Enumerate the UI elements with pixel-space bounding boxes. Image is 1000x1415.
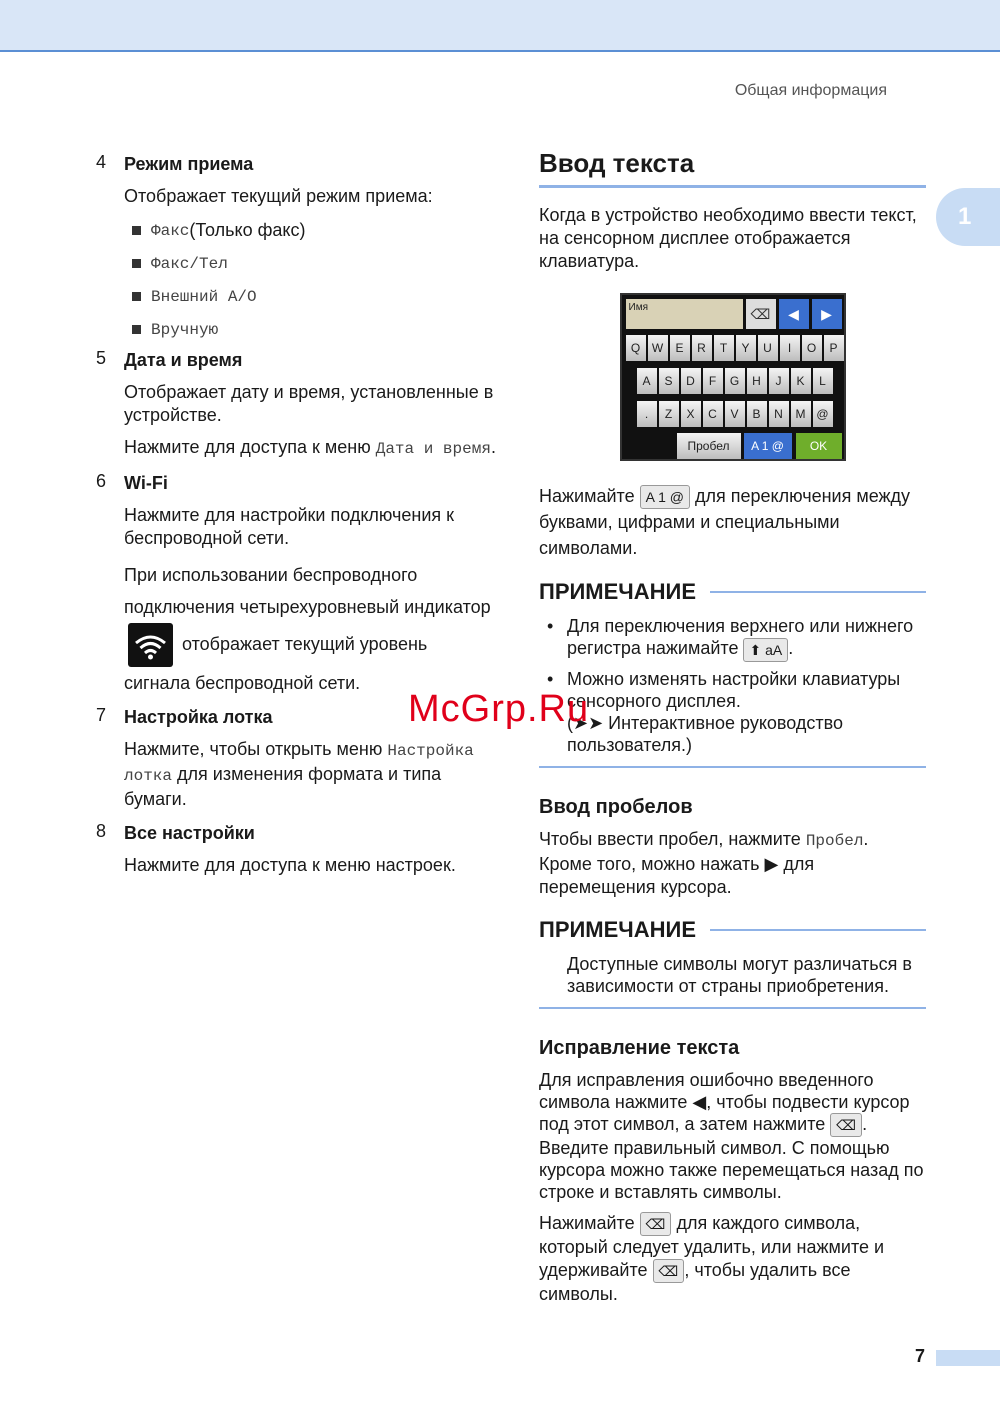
- key: T: [714, 335, 734, 361]
- key: S: [659, 368, 679, 394]
- key: F: [703, 368, 723, 394]
- key: I: [780, 335, 800, 361]
- key: O: [802, 335, 822, 361]
- list-item: Факс (Только факс): [124, 214, 496, 247]
- keyboard-row-1: [626, 335, 844, 361]
- item-number: 7: [96, 705, 107, 725]
- watermark: McGrp.Ru: [408, 688, 590, 730]
- switch-text: Нажимайте A 1 @ для переключения между буквами, цифрами и специальными символами.: [539, 486, 911, 559]
- chapter-tab: 1: [936, 188, 1000, 246]
- fix-text: Для исправления ошибочно введенного символа нажмите ◀, чтобы подвести курсор под этот символ, а затем нажмите ⌫ . Введите правильный символ. С помощью курсора можно также перемещаться назад по строке и вставлять символы.: [539, 1069, 924, 1202]
- name-field: Имя: [626, 299, 743, 329]
- item-wifi: [96, 471, 496, 699]
- key: Q: [626, 335, 646, 361]
- square-bullet-icon: [132, 292, 141, 301]
- key: R: [692, 335, 712, 361]
- note-box: [539, 943, 926, 1009]
- square-bullet-icon: [132, 226, 141, 235]
- backspace-icon: ⌫: [830, 1113, 862, 1137]
- item-title: Дата и время: [124, 350, 243, 370]
- keyboard-row-2: [637, 368, 833, 394]
- key: @: [813, 401, 833, 427]
- item-title: Режим приема: [124, 154, 254, 174]
- item-all-settings: [96, 821, 496, 877]
- shift-case-key: ⬆ aA: [743, 638, 788, 662]
- list-item: Факс/Тел: [124, 247, 496, 280]
- fix-text: Нажимайте ⌫ для каждого символа, который следует удалить, или нажмите и удерживайте ⌫ , чтобы удалить все символы.: [539, 1212, 885, 1305]
- backspace-icon: ⌫: [640, 1212, 672, 1236]
- key: Y: [736, 335, 756, 361]
- item-number: 5: [96, 348, 107, 368]
- item-text: Отображает текущий режим приема:: [124, 186, 433, 206]
- spaces-text: Чтобы ввести пробел, нажмите Пробел. Кроме того, можно нажать ▶ для перемещения курсора.: [539, 828, 869, 897]
- item-text: При использовании беспроводного подключения четырехуровневый индикатор отображает текущий уровень сигнала беспроводной сети.: [124, 565, 491, 693]
- bottom-tab: [936, 1350, 1000, 1366]
- intro-text: Когда в устройство необходимо ввести текст, на сенсорном дисплее отображается клавиатура.: [539, 205, 917, 271]
- top-band: [0, 0, 1000, 52]
- item-title: Настройка лотка: [124, 707, 273, 727]
- key: J: [769, 368, 789, 394]
- square-bullet-icon: [132, 325, 141, 334]
- section-title: Ввод текста: [539, 148, 926, 188]
- item-number: 8: [96, 821, 107, 841]
- key: G: [725, 368, 745, 394]
- keyboard-row-3: [637, 401, 833, 427]
- key: P: [824, 335, 844, 361]
- subsection-title: Ввод пробелов: [539, 795, 693, 818]
- key: H: [747, 368, 767, 394]
- backspace-icon: ⌫: [653, 1259, 685, 1283]
- left-column: [96, 152, 496, 877]
- key: A: [637, 368, 657, 394]
- key: N: [769, 401, 789, 427]
- key: U: [758, 335, 778, 361]
- item-text: Нажмите для настройки подключения к беспроводной сети.: [124, 505, 455, 548]
- note-text: Доступные символы могут различаться в зависимости от страны приобретения.: [567, 953, 912, 996]
- note-heading: ПРИМЕЧАНИЕ: [539, 917, 926, 943]
- list-item: Внешний А/О: [124, 280, 496, 313]
- key: W: [648, 335, 668, 361]
- note-heading: ПРИМЕЧАНИЕ: [539, 579, 926, 605]
- mode-list: [124, 214, 496, 346]
- item-date-time: [96, 348, 496, 461]
- item-number: 6: [96, 471, 107, 491]
- ok-key: OK: [796, 433, 842, 459]
- mode-switch-key: A 1 @: [640, 485, 690, 509]
- item-receive-mode: [96, 152, 496, 346]
- key: K: [791, 368, 811, 394]
- item-text: Отображает дату и время, установленные в устройстве.: [124, 382, 494, 425]
- arrow-left-icon: ◀: [779, 299, 809, 329]
- key: E: [670, 335, 690, 361]
- note-bullet: • Для переключения верхнего или нижнего регистра нажимайте ⬆ aA .: [539, 615, 926, 661]
- key: C: [703, 401, 723, 427]
- key: L: [813, 368, 833, 394]
- touchscreen-keyboard-image: [620, 293, 846, 461]
- note-box: [539, 605, 926, 767]
- key: .: [637, 401, 657, 427]
- key: B: [747, 401, 767, 427]
- wifi-signal-icon: [128, 623, 173, 667]
- item-text: Нажмите, чтобы открыть меню Настройка лотка для изменения формата и типа бумаги.: [124, 739, 474, 809]
- key: D: [681, 368, 701, 394]
- square-bullet-icon: [132, 259, 141, 268]
- note-bullet: • Можно изменять настройки клавиатуры сенсорного дисплея. (➤➤ Интерактивное руководство пользователя.): [547, 668, 901, 755]
- subsection-title: Исправление текста: [539, 1036, 740, 1059]
- key: Z: [659, 401, 679, 427]
- right-column: [539, 148, 926, 1306]
- item-text: Нажмите для доступа к меню настроек.: [124, 855, 456, 875]
- running-head: Общая информация: [734, 82, 887, 99]
- key: M: [791, 401, 811, 427]
- arrow-right-icon: ▶: [812, 299, 842, 329]
- backspace-icon: ⌫: [746, 299, 776, 329]
- item-title: Все настройки: [124, 823, 255, 843]
- list-item: Вручную: [124, 313, 496, 346]
- item-title: Wi-Fi: [124, 473, 168, 493]
- item-number: 4: [96, 152, 107, 172]
- key: X: [681, 401, 701, 427]
- space-key: Пробел: [677, 433, 741, 459]
- page-number: 7: [914, 1346, 925, 1366]
- item-text: Нажмите для доступа к меню Дата и время.: [124, 437, 496, 458]
- key: V: [725, 401, 745, 427]
- mode-key: A 1 @: [744, 433, 792, 459]
